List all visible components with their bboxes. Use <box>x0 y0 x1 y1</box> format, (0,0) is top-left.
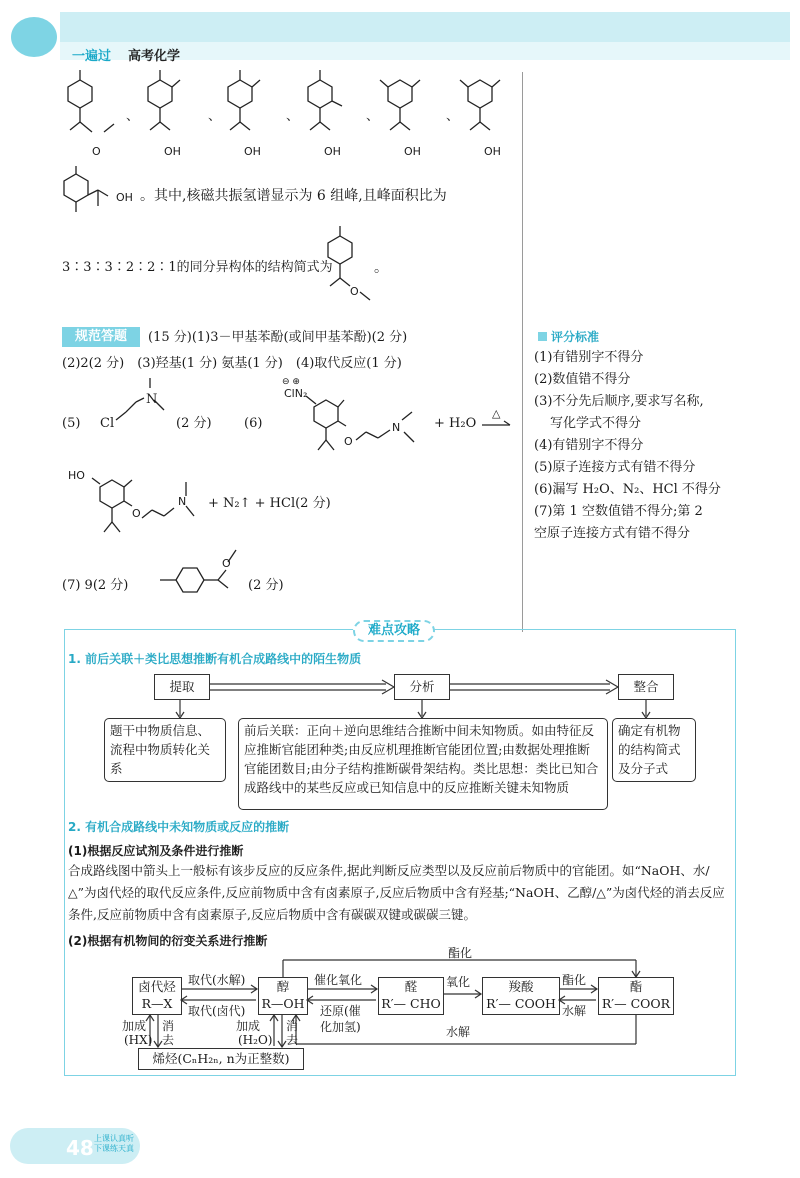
criteria-row: 写化学式不得分 <box>550 416 642 431</box>
label-reduce-2: 化加氢) <box>320 1020 361 1034</box>
label-oxidize: 氧化 <box>446 975 471 989</box>
svg-text:、: 、 <box>126 109 140 124</box>
answer-q6-label: (6) <box>244 416 263 431</box>
label-sub-hydrolysis: 取代(水解) <box>188 973 246 987</box>
flow-extract: 提取 <box>154 674 210 700</box>
svg-text:、: 、 <box>286 109 300 124</box>
structure-7 <box>60 166 120 226</box>
subject-title: 高考化学 <box>128 49 181 64</box>
answer-q6-product-n: N <box>178 495 187 508</box>
answer-q6-plus-water: + H₂O <box>434 416 477 431</box>
structure-row <box>60 70 520 170</box>
label-elim-4: 去 <box>286 1033 299 1047</box>
structure-4-oh: OH <box>324 145 341 158</box>
answer-q2: (2)2(2 分) (3)羟基(1 分) 氨基(1 分) (4)取代反应(1 分) <box>62 356 402 371</box>
answer-q6-products: + N₂↑ + HCl(2 分) <box>208 496 331 511</box>
chain-ester-formula: R′— COOR <box>601 996 671 1011</box>
answer-q6-heat: △ <box>492 407 501 420</box>
structure-2-oh: OH <box>164 145 181 158</box>
criteria-row: (3)不分先后顺序,要求写名称, <box>534 394 704 409</box>
subsection-1-title: (1)根据反应试剂及条件进行推断 <box>68 844 244 858</box>
difficulty-title: 难点攻略 <box>353 620 435 642</box>
answer-line-1: 。其中,核磁共振氢谱显示为 6 组峰,且峰面积比为 <box>140 188 447 204</box>
criteria-row: (4)有错别字不得分 <box>534 438 644 453</box>
answer-q7: (7) 9(2 分) <box>62 578 129 593</box>
footer-tip-2: 下课练天真 <box>94 1144 134 1153</box>
footer-tip-1: 上课认真听 <box>94 1134 134 1143</box>
chain-acid-name: 羧酸 <box>508 979 534 994</box>
answer-q5-n: N <box>146 392 158 407</box>
flow-integrate: 整合 <box>618 674 674 700</box>
chain-ester-name: 酯 <box>629 979 643 994</box>
answer-q6-o: O <box>344 435 353 448</box>
header-band <box>60 12 790 42</box>
chain-alcohol-formula: R—OH <box>261 996 305 1011</box>
flow-box-extract: 题干中物质信息、流程中物质转化关系 <box>104 718 226 782</box>
criteria-row: (7)第 1 空数值错不得分;第 2 <box>534 504 703 519</box>
structure-5-oh: OH <box>404 145 421 158</box>
chain-aldehyde-formula: R′— CHO <box>381 996 441 1011</box>
answer-q5-points: (2 分) <box>176 416 212 431</box>
answer-q6-n: N <box>392 421 401 434</box>
section-2-title: 2. 有机合成路线中未知物质或反应的推断 <box>68 820 290 834</box>
criteria-row: 空原子连接方式有错不得分 <box>534 526 691 541</box>
answer-q7-o: O <box>222 557 231 570</box>
label-hydrolysis: 水解 <box>562 1004 587 1018</box>
answer-q5-cl: Cl <box>100 416 115 431</box>
label-esterify-top: 酯化 <box>448 946 473 960</box>
label-elim-3: 消 <box>286 1019 299 1033</box>
answer-q7-structure <box>160 546 260 596</box>
label-elim: 消 <box>162 1019 175 1033</box>
section-1-title: 1. 前后关联＋类比思想推断有机合成路线中的陌生物质 <box>68 652 362 666</box>
chain-haloalkane-formula: R—X <box>141 996 173 1011</box>
label-elim-2: 去 <box>162 1033 175 1047</box>
page-footer <box>0 1118 800 1178</box>
answer-line-2-end: 。 <box>374 260 388 276</box>
answer-line-2: 3∶3∶3∶2∶2∶1的同分异构体的结构简式为 <box>62 260 333 275</box>
footer-tip <box>94 1134 154 1154</box>
answer-q6-structure <box>300 390 440 470</box>
answer-q6-product-o: O <box>132 507 141 520</box>
structure-3-oh: OH <box>244 145 261 158</box>
answer-q7-points: (2 分) <box>248 578 284 593</box>
subsection-1-text: 合成路线图中箭头上一般标有该步反应的反应条件,据此判断反应类型以及反应前后物质中的官能团。如“NaOH、水/△”为卤代烃的取代反应条件,反应前物质中含有卤素原子,反应后物质中含有羟基;“NaOH、乙醇/△”为卤代烃的消去反应条件,反应前物质中含有卤素原子,反应后物质中含有碳碳双键或碳碳三键。 <box>68 863 725 922</box>
answer-structure-o: O <box>350 285 359 298</box>
svg-text:、: 、 <box>366 109 380 124</box>
svg-text:、: 、 <box>208 109 222 124</box>
structure-1-o: O <box>92 145 101 158</box>
criteria-row: (2)数值错不得分 <box>534 372 631 387</box>
chain-alkene: 烯烃(CₙH₂ₙ, n为正整数) <box>138 1048 304 1070</box>
chain-alcohol-name: 醇 <box>276 979 290 994</box>
answer-q6-product <box>86 466 226 556</box>
answer-q6-charges: ⊖ ⊕ <box>282 377 300 387</box>
answer-q1: (15 分)(1)3－甲基苯酚(或间甲基苯酚)(2 分) <box>148 330 408 345</box>
structure-7-oh: OH <box>116 191 133 204</box>
label-hydrolysis-bottom: 水解 <box>446 1025 471 1039</box>
criteria-title <box>538 328 599 345</box>
label-hx: (HX) <box>124 1033 153 1047</box>
brand-name: 一遍过 <box>72 49 112 64</box>
chain-acid-formula: R′— COOH <box>486 996 556 1011</box>
subsection-2-title: (2)根据有机物间的衍变关系进行推断 <box>68 934 268 948</box>
flow-arrows <box>150 670 690 720</box>
page-number: 48 <box>66 1136 94 1160</box>
standard-answer-tag: 规范答题 <box>62 327 140 347</box>
label-add-hx: 加成 <box>122 1019 147 1033</box>
answer-q6-ho: HO <box>68 469 85 482</box>
label-h2o: (H₂O) <box>238 1033 273 1047</box>
answer-q5-label: (5) <box>62 416 81 431</box>
reaction-arrow <box>482 420 512 430</box>
flow-box-analyze: 前后关联：正向＋逆向思维结合推断中间未知物质。如由特征反应推断官能团种类;由反应机理推断官能团位置;由数据处理推断官能团数目;由分子结构推断碳骨架结构。类比思想：类比已知合成路线中的某些反应或已知信息中的反应推断关键未知物质 <box>238 718 608 810</box>
page-header <box>0 0 800 64</box>
answer-structure <box>316 226 376 316</box>
criteria-row: (6)漏写 H₂O、N₂、HCl 不得分 <box>534 482 721 497</box>
chain-haloalkane-name: 卤代烃 <box>138 979 176 994</box>
label-reduce: 还原(催 <box>320 1004 361 1018</box>
label-add-h2o: 加成 <box>236 1019 261 1033</box>
answer-q6-diazo: ClN₂ <box>284 387 308 400</box>
label-sub-halo: 取代(卤代) <box>188 1004 246 1018</box>
column-divider <box>522 72 523 632</box>
label-cat-ox: 催化氧化 <box>314 973 363 987</box>
criteria-title-text: 评分标准 <box>551 330 600 344</box>
flow-analyze: 分析 <box>394 674 450 700</box>
chain-aldehyde-name: 醛 <box>404 979 418 994</box>
svg-text:、: 、 <box>446 109 460 124</box>
criteria-row: (5)原子连接方式有错不得分 <box>534 460 696 475</box>
mascot-logo <box>8 14 60 60</box>
structure-6-oh: OH <box>484 145 501 158</box>
flow-box-integrate: 确定有机物的结构简式及分子式 <box>612 718 696 782</box>
label-esterify: 酯化 <box>562 973 587 987</box>
criteria-row: (1)有错别字不得分 <box>534 350 644 365</box>
